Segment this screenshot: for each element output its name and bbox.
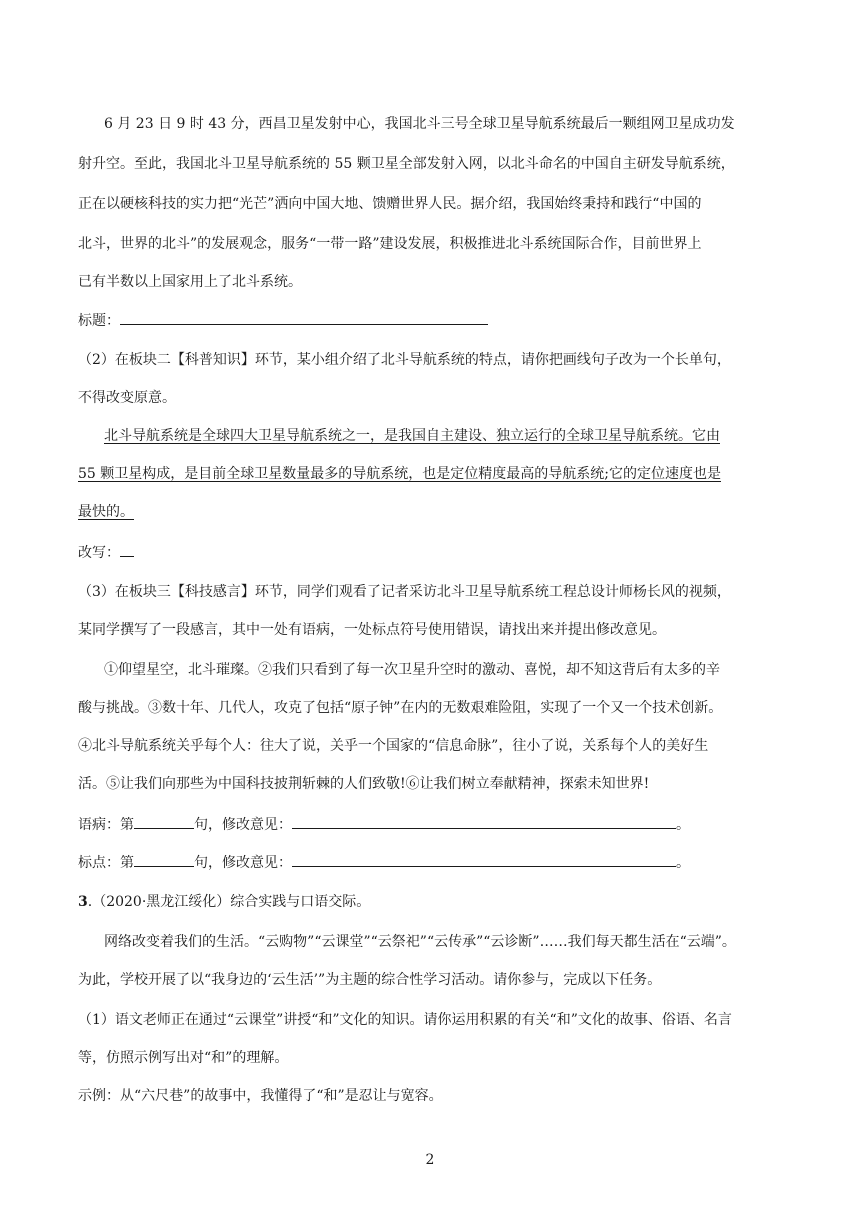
passage-line-5: 已有半数以上国家用上了北斗系统。 bbox=[78, 274, 302, 290]
passage-line-2: 射升空。至此，我国北斗卫星导航系统的 55 颗卫星全部发射入网，以北斗命名的中国自主研发导航系统， bbox=[78, 156, 735, 172]
punctuation-row bbox=[78, 852, 690, 873]
q4-sub1-line-2: 等，仿照示例写出对“和”的理解。 bbox=[78, 1050, 289, 1066]
sick-suggestion-blank[interactable] bbox=[292, 814, 676, 829]
sick-number-blank[interactable] bbox=[134, 814, 194, 829]
passage-line-1: 6 月 23 日 9 时 43 分，西昌卫星发射中心，我国北斗三号全球卫星导航系统最后一颗组网卫星成功发 bbox=[104, 116, 735, 132]
q2-underlined-line-1: 北斗导航系统是全球四大卫星导航系统之一，是我国自主建设、独立运行的全球卫星导航系统。它由 bbox=[104, 428, 720, 444]
sick-sentence-row bbox=[78, 814, 690, 835]
q3-passage-line-4: 活。⑤让我们向那些为中国科技披荆斩棘的人们致敬!⑥让我们树立奉献精神，探索未知世界! bbox=[78, 776, 650, 792]
q3-line-1: （3）在板块三【科技感言】环节，同学们观看了记者采访北斗卫星导航系统工程总设计师杨长风的视频， bbox=[78, 584, 731, 600]
sick-label: 语病：第 bbox=[78, 817, 134, 833]
q2-underlined-line-2: 55 颗卫星构成，是目前全球卫星数量最多的导航系统，也是定位精度最高的导航系统;它的定位速度也是 bbox=[78, 466, 721, 482]
q3-passage-line-3: ④北斗导航系统关乎每个人：往大了说，关乎一个国家的“信息命脉”，往小了说，关系每个人的美好生 bbox=[78, 738, 709, 754]
q3-line-2: 某同学撰写了一段感言，其中一处有语病，一处标点符号使用错误，请找出来并提出修改意见。 bbox=[78, 622, 666, 638]
q4-para-line-1: 网络改变着我们的生活。“云购物”“云课堂”“云祭祀”“云传承”“云诊断”……我们每天都生活在“云端”。 bbox=[104, 934, 736, 950]
punct-end: 。 bbox=[676, 855, 690, 871]
punct-label: 标点：第 bbox=[78, 855, 134, 871]
sick-end: 。 bbox=[676, 817, 690, 833]
q2-underlined-line-3: 最快的。 bbox=[78, 504, 134, 520]
rewrite-label: 改写： bbox=[78, 545, 120, 561]
q2-line-1: （2）在板块二【科普知识】环节，某小组介绍了北斗导航系统的特点，请你把画线句子改为一个长单句， bbox=[78, 352, 731, 368]
punct-number-blank[interactable] bbox=[134, 852, 194, 867]
passage-line-4: 北斗，世界的北斗”的发展观念，服务“一带一路”建设发展，积极推进北斗系统国际合作，目前世界上 bbox=[78, 236, 702, 252]
q4-para-line-2: 为此，学校开展了以“我身边的‘云生活’”为主题的综合性学习活动。请你参与，完成以下任务。 bbox=[78, 972, 662, 988]
sick-mid-label: 句，修改意见： bbox=[194, 817, 292, 833]
q2-rewrite-row bbox=[78, 542, 134, 563]
rewrite-answer-blank[interactable] bbox=[120, 542, 134, 557]
title-prompt: 标题： bbox=[78, 313, 120, 329]
q2-line-2: 不得改变原意。 bbox=[78, 390, 176, 406]
punct-mid-label: 句，修改意见： bbox=[194, 855, 292, 871]
passage-line-3: 正在以硬核科技的实力把“光芒”洒向中国大地、馈赠世界人民。据介绍，我国始终秉持和践行“中国的 bbox=[78, 196, 702, 212]
punct-suggestion-blank[interactable] bbox=[292, 852, 676, 867]
q4-example: 示例：从“六尺巷”的故事中，我懂得了“和”是忍让与宽容。 bbox=[78, 1088, 443, 1104]
q4-heading: 3.（2020·黑龙江绥化）综合实践与口语交际。 bbox=[78, 894, 371, 910]
q4-sub1-line-1: （1）语文老师正在通过“云课堂”讲授“和”文化的知识。请你运用积累的有关“和”文化的故事、俗语、名言 bbox=[78, 1012, 732, 1028]
title-answer-row bbox=[78, 310, 488, 331]
page-number: 2 bbox=[425, 1152, 435, 1168]
question-number: 3 bbox=[78, 894, 88, 910]
q3-passage-line-2: 酸与挑战。③数十年、几代人，攻克了包括“原子钟”在内的无数艰难险阻，实现了一个又一个技术创新。 bbox=[78, 700, 723, 716]
q3-passage-line-1: ①仰望星空，北斗璀璨。②我们只看到了每一次卫星升空时的激动、喜悦，却不知这背后有太多的辛 bbox=[104, 662, 720, 678]
title-answer-blank[interactable] bbox=[120, 310, 488, 325]
